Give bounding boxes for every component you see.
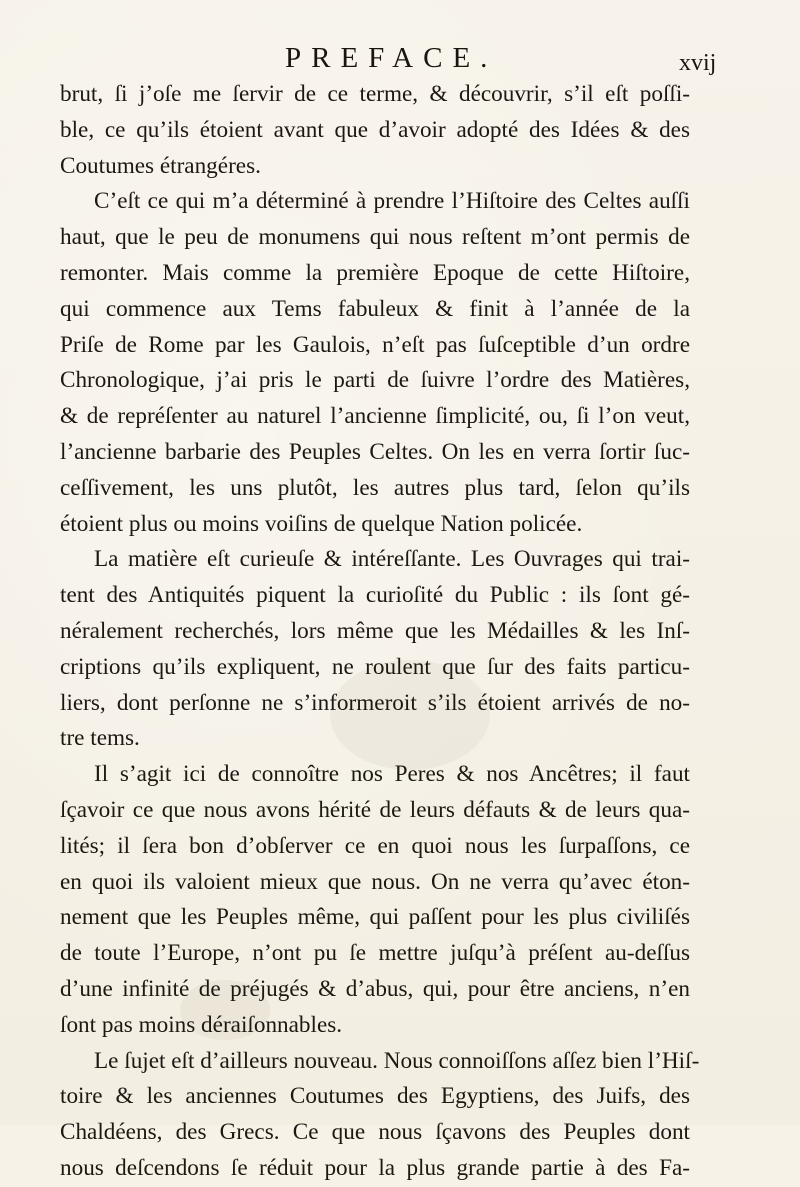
text-line: liers, dont perſonne ne s’informeroit s’ils étoient arrivés de no- bbox=[60, 689, 690, 716]
text-line: La matière eſt curieuſe & intéreſſante. Les Ouvrages qui trai- bbox=[94, 546, 690, 573]
text-line: remonter. Mais comme la première Epoque de cette Hiſtoire, bbox=[60, 259, 690, 286]
text-line: de toute l’Europe, n’ont pu ſe mettre juſqu’à préſent au-deſſus bbox=[60, 940, 690, 967]
text-line: C’eſt ce qui m’a déterminé à prendre l’Hiſtoire des Celtes auſſi bbox=[94, 188, 690, 215]
text-line: Il s’agit ici de connoître nos Peres & nos Ancêtres; il faut bbox=[94, 761, 690, 788]
text-line: Priſe de Rome par les Gaulois, n’eſt pas ſuſceptible d’un ordre bbox=[60, 331, 690, 358]
text-line: Chronologique, j’ai pris le parti de ſuivre l’ordre des Matières, bbox=[60, 367, 690, 394]
text-line: qui commence aux Tems fabuleux & finit à l’année de la bbox=[60, 295, 690, 322]
text-line: tre tems. bbox=[60, 725, 140, 752]
text-line: ſont pas moins déraiſonnables. bbox=[60, 1011, 343, 1038]
text-line: ſçavoir ce que nous avons hérité de leurs défauts & de leurs qua- bbox=[60, 796, 690, 823]
text-line: haut, que le peu de monumens qui nous reſtent m’ont permis de bbox=[60, 224, 690, 251]
text-line: tent des Antiquités piquent la curioſité du Public : ils ſont gé- bbox=[60, 582, 690, 609]
text-line: lités; il ſera bon d’obſerver ce en quoi nous les ſurpaſſons, ce bbox=[60, 832, 690, 859]
text-line: ceſſivement, les uns plutôt, les autres plus tard, ſelon qu’ils bbox=[60, 474, 690, 501]
body-text bbox=[60, 77, 700, 1187]
page-header bbox=[0, 42, 800, 82]
text-line: & de repréſenter au naturel l’ancienne ſimplicité, ou, ſi l’on veut, bbox=[60, 403, 690, 430]
text-line: toire & les anciennes Coutumes des Egyptiens, des Juifs, des bbox=[60, 1083, 690, 1110]
text-line: nement que les Peuples même, qui paſſent pour les plus civiliſés bbox=[60, 904, 690, 931]
text-line: l’ancienne barbarie des Peuples Celtes. On les en verra ſortir ſuc- bbox=[60, 438, 690, 465]
text-line: nous deſcendons ſe réduit pour la plus grande partie à des Fa- bbox=[60, 1154, 690, 1181]
running-title: PREFACE. bbox=[285, 42, 498, 74]
text-line: Chaldéens, des Grecs. Ce que nous ſçavons des Peuples dont bbox=[60, 1119, 690, 1146]
page-number: xvij bbox=[679, 50, 717, 76]
text-line: criptions qu’ils expliquent, ne roulent que ſur des faits particu- bbox=[60, 653, 690, 680]
text-line: néralement recherchés, lors même que les Médailles & les Inſ- bbox=[60, 617, 690, 644]
text-line: d’une infinité de préjugés & d’abus, qui, pour être anciens, n’en bbox=[60, 975, 690, 1002]
text-line: Le ſujet eſt d’ailleurs nouveau. Nous connoiſſons aſſez bien l’Hiſ- bbox=[94, 1047, 700, 1074]
text-line: en quoi ils valoient mieux que nous. On ne verra qu’avec éton- bbox=[60, 868, 690, 895]
text-line: ble, ce qu’ils étoient avant que d’avoir adopté des Idées & des bbox=[60, 116, 690, 143]
text-line: brut, ſi j’oſe me ſervir de ce terme, & découvrir, s’il eſt poſſi- bbox=[60, 81, 690, 107]
text-line: étoient plus ou moins voiſins de quelque Nation policée. bbox=[60, 510, 583, 537]
text-line: Coutumes étrangéres. bbox=[60, 152, 261, 179]
